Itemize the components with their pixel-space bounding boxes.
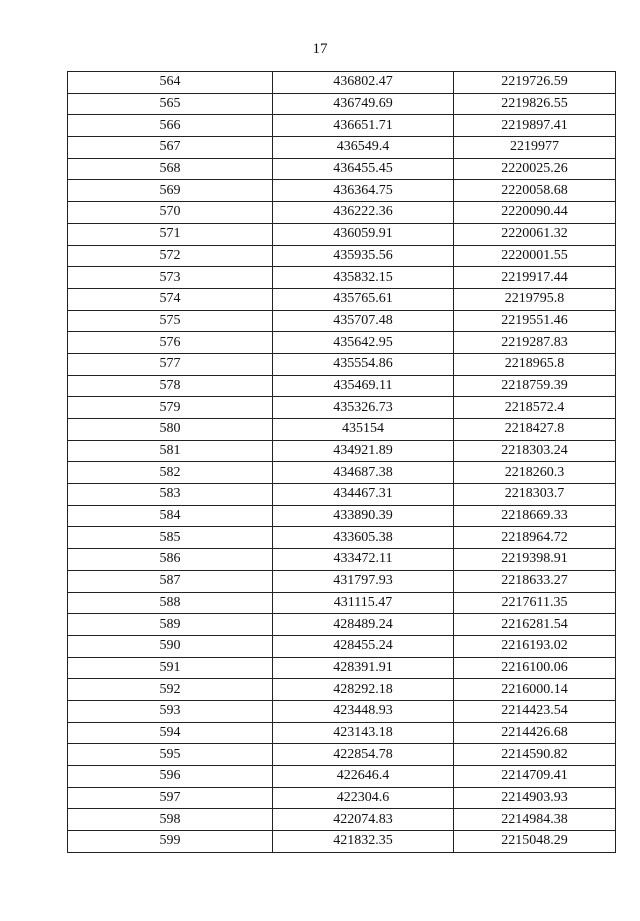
- table-row: [68, 700, 616, 722]
- x-coordinate-cell: 422304.6: [273, 787, 454, 809]
- point-number-cell: 567: [68, 137, 273, 159]
- y-coordinate-cell: 2219917.44: [454, 267, 616, 289]
- point-number-cell: 586: [68, 549, 273, 571]
- table-body: [68, 72, 616, 853]
- y-coordinate-cell: 2219897.41: [454, 115, 616, 137]
- page-number: 17: [312, 41, 328, 57]
- table-row: [68, 766, 616, 788]
- x-coordinate-cell: 423448.93: [273, 700, 454, 722]
- x-coordinate-cell: 435765.61: [273, 288, 454, 310]
- y-coordinate-cell: 2214903.93: [454, 787, 616, 809]
- x-coordinate-cell: 422854.78: [273, 744, 454, 766]
- point-number-cell: 585: [68, 527, 273, 549]
- point-number-cell: 565: [68, 93, 273, 115]
- y-coordinate-cell: 2218669.33: [454, 505, 616, 527]
- x-coordinate-cell: 421832.35: [273, 831, 454, 853]
- point-number-cell: 570: [68, 202, 273, 224]
- table-row: [68, 353, 616, 375]
- table-row: [68, 137, 616, 159]
- x-coordinate-cell: 436802.47: [273, 72, 454, 94]
- y-coordinate-cell: 2219726.59: [454, 72, 616, 94]
- table-row: [68, 375, 616, 397]
- table-row: [68, 158, 616, 180]
- y-coordinate-cell: 2219287.83: [454, 332, 616, 354]
- table-row: [68, 180, 616, 202]
- point-number-cell: 595: [68, 744, 273, 766]
- y-coordinate-cell: 2214590.82: [454, 744, 616, 766]
- point-number-cell: 593: [68, 700, 273, 722]
- point-number-cell: 577: [68, 353, 273, 375]
- table-row: [68, 527, 616, 549]
- table-row: [68, 570, 616, 592]
- x-coordinate-cell: 434921.89: [273, 440, 454, 462]
- y-coordinate-cell: 2220001.55: [454, 245, 616, 267]
- table-row: [68, 245, 616, 267]
- point-number-cell: 573: [68, 267, 273, 289]
- table-row: [68, 440, 616, 462]
- x-coordinate-cell: 431115.47: [273, 592, 454, 614]
- x-coordinate-cell: 436364.75: [273, 180, 454, 202]
- point-number-cell: 583: [68, 484, 273, 506]
- point-number-cell: 590: [68, 635, 273, 657]
- table-row: [68, 505, 616, 527]
- x-coordinate-cell: 435154: [273, 419, 454, 441]
- table-row: [68, 831, 616, 853]
- x-coordinate-cell: 434687.38: [273, 462, 454, 484]
- table-row: [68, 614, 616, 636]
- y-coordinate-cell: 2214709.41: [454, 766, 616, 788]
- point-number-cell: 582: [68, 462, 273, 484]
- y-coordinate-cell: 2217611.35: [454, 592, 616, 614]
- table-row: [68, 419, 616, 441]
- y-coordinate-cell: 2219826.55: [454, 93, 616, 115]
- point-number-cell: 569: [68, 180, 273, 202]
- y-coordinate-cell: 2218759.39: [454, 375, 616, 397]
- table-row: [68, 332, 616, 354]
- y-coordinate-cell: 2218964.72: [454, 527, 616, 549]
- point-number-cell: 592: [68, 679, 273, 701]
- point-number-cell: 599: [68, 831, 273, 853]
- y-coordinate-cell: 2218303.7: [454, 484, 616, 506]
- table-row: [68, 288, 616, 310]
- table-row: [68, 722, 616, 744]
- table-row: [68, 202, 616, 224]
- point-number-cell: 597: [68, 787, 273, 809]
- point-number-cell: 580: [68, 419, 273, 441]
- x-coordinate-cell: 428455.24: [273, 635, 454, 657]
- table-row: [68, 679, 616, 701]
- x-coordinate-cell: 422074.83: [273, 809, 454, 831]
- table-row: [68, 267, 616, 289]
- point-number-cell: 574: [68, 288, 273, 310]
- table-row: [68, 744, 616, 766]
- point-number-cell: 572: [68, 245, 273, 267]
- x-coordinate-cell: 435707.48: [273, 310, 454, 332]
- y-coordinate-cell: 2218260.3: [454, 462, 616, 484]
- table-row: [68, 462, 616, 484]
- x-coordinate-cell: 433605.38: [273, 527, 454, 549]
- table-row: [68, 592, 616, 614]
- y-coordinate-cell: 2219398.91: [454, 549, 616, 571]
- point-number-cell: 598: [68, 809, 273, 831]
- x-coordinate-cell: 433890.39: [273, 505, 454, 527]
- table-row: [68, 93, 616, 115]
- y-coordinate-cell: 2216281.54: [454, 614, 616, 636]
- y-coordinate-cell: 2220090.44: [454, 202, 616, 224]
- x-coordinate-cell: 435642.95: [273, 332, 454, 354]
- x-coordinate-cell: 436455.45: [273, 158, 454, 180]
- y-coordinate-cell: 2214984.38: [454, 809, 616, 831]
- x-coordinate-cell: 435469.11: [273, 375, 454, 397]
- x-coordinate-cell: 422646.4: [273, 766, 454, 788]
- point-number-cell: 596: [68, 766, 273, 788]
- x-coordinate-cell: 435832.15: [273, 267, 454, 289]
- x-coordinate-cell: 435326.73: [273, 397, 454, 419]
- table-row: [68, 484, 616, 506]
- point-number-cell: 579: [68, 397, 273, 419]
- y-coordinate-cell: 2219551.46: [454, 310, 616, 332]
- point-number-cell: 584: [68, 505, 273, 527]
- y-coordinate-cell: 2218303.24: [454, 440, 616, 462]
- y-coordinate-cell: 2218427.8: [454, 419, 616, 441]
- y-coordinate-cell: 2216000.14: [454, 679, 616, 701]
- y-coordinate-cell: 2220025.26: [454, 158, 616, 180]
- x-coordinate-cell: 434467.31: [273, 484, 454, 506]
- y-coordinate-cell: 2215048.29: [454, 831, 616, 853]
- x-coordinate-cell: 428292.18: [273, 679, 454, 701]
- y-coordinate-cell: 2214423.54: [454, 700, 616, 722]
- x-coordinate-cell: 436651.71: [273, 115, 454, 137]
- x-coordinate-cell: 436749.69: [273, 93, 454, 115]
- y-coordinate-cell: 2220058.68: [454, 180, 616, 202]
- point-number-cell: 576: [68, 332, 273, 354]
- table-row: [68, 310, 616, 332]
- table-row: [68, 397, 616, 419]
- point-number-cell: 588: [68, 592, 273, 614]
- y-coordinate-cell: 2219977: [454, 137, 616, 159]
- x-coordinate-cell: 428391.91: [273, 657, 454, 679]
- coordinate-table: [67, 71, 616, 853]
- point-number-cell: 564: [68, 72, 273, 94]
- y-coordinate-cell: 2218633.27: [454, 570, 616, 592]
- y-coordinate-cell: 2220061.32: [454, 223, 616, 245]
- y-coordinate-cell: 2216193.02: [454, 635, 616, 657]
- x-coordinate-cell: 435935.56: [273, 245, 454, 267]
- table-row: [68, 809, 616, 831]
- y-coordinate-cell: 2216100.06: [454, 657, 616, 679]
- x-coordinate-cell: 436549.4: [273, 137, 454, 159]
- y-coordinate-cell: 2218572.4: [454, 397, 616, 419]
- point-number-cell: 591: [68, 657, 273, 679]
- table-row: [68, 115, 616, 137]
- table-row: [68, 549, 616, 571]
- table-row: [68, 787, 616, 809]
- x-coordinate-cell: 428489.24: [273, 614, 454, 636]
- table-row: [68, 635, 616, 657]
- x-coordinate-cell: 436059.91: [273, 223, 454, 245]
- point-number-cell: 589: [68, 614, 273, 636]
- point-number-cell: 578: [68, 375, 273, 397]
- x-coordinate-cell: 433472.11: [273, 549, 454, 571]
- point-number-cell: 581: [68, 440, 273, 462]
- point-number-cell: 566: [68, 115, 273, 137]
- point-number-cell: 568: [68, 158, 273, 180]
- y-coordinate-cell: 2219795.8: [454, 288, 616, 310]
- x-coordinate-cell: 423143.18: [273, 722, 454, 744]
- x-coordinate-cell: 431797.93: [273, 570, 454, 592]
- x-coordinate-cell: 436222.36: [273, 202, 454, 224]
- table-row: [68, 223, 616, 245]
- point-number-cell: 594: [68, 722, 273, 744]
- y-coordinate-cell: 2214426.68: [454, 722, 616, 744]
- point-number-cell: 587: [68, 570, 273, 592]
- table-row: [68, 657, 616, 679]
- point-number-cell: 571: [68, 223, 273, 245]
- y-coordinate-cell: 2218965.8: [454, 353, 616, 375]
- table-row: [68, 72, 616, 94]
- x-coordinate-cell: 435554.86: [273, 353, 454, 375]
- point-number-cell: 575: [68, 310, 273, 332]
